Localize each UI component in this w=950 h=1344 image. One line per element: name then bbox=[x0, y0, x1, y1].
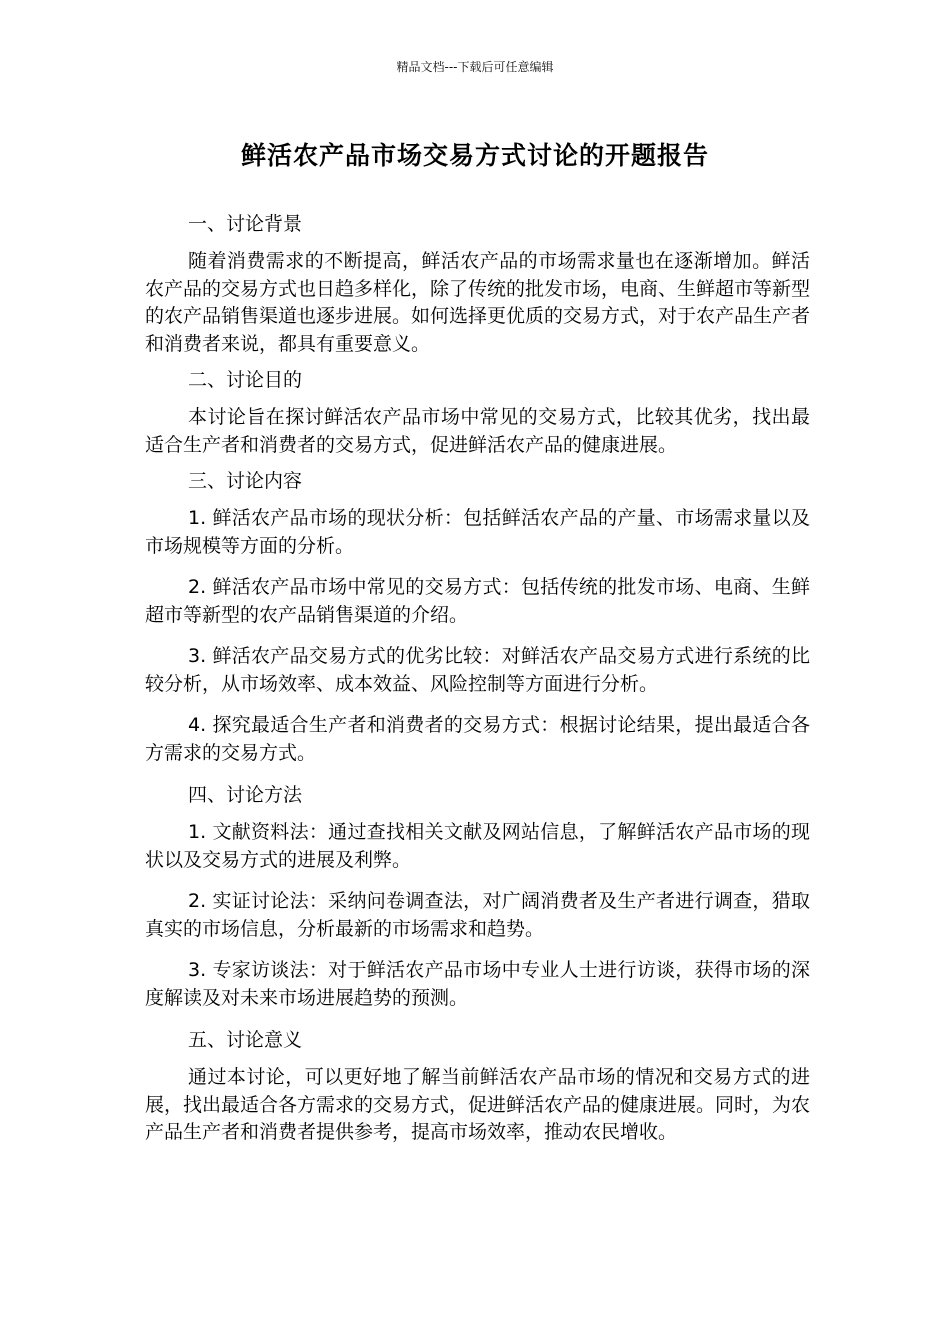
section-background bbox=[145, 210, 810, 358]
page-header-watermark: 精品文档---下载后可任意编辑 bbox=[396, 60, 554, 74]
section-heading: 五、讨论意义 bbox=[188, 1029, 303, 1051]
section-heading: 四、讨论方法 bbox=[188, 784, 303, 806]
section-content bbox=[145, 467, 810, 767]
section-heading: 二、讨论目的 bbox=[188, 369, 303, 391]
section-purpose bbox=[145, 366, 810, 459]
list-item: 2. 鲜活农产品市场中常见的交易方式：包括传统的批发市场、电商、生鲜超市等新型的农产品销售渠道的介绍。 bbox=[145, 576, 810, 626]
list-item: 2. 实证讨论法：采纳问卷调查法，对广阔消费者及生产者进行调查，猎取真实的市场信息，分析最新的市场需求和趋势。 bbox=[145, 890, 810, 940]
section-method bbox=[145, 781, 810, 1012]
paragraph: 通过本讨论，可以更好地了解当前鲜活农产品市场的情况和交易方式的进展，找出最适合各方需求的交易方式，促进鲜活农产品的健康进展。同时，为农产品生产者和消费者提供参考，提高市场效率，推动农民增收。 bbox=[145, 1066, 811, 1143]
list-item: 4. 探究最适合生产者和消费者的交易方式：根据讨论结果，提出最适合各方需求的交易方式。 bbox=[145, 714, 810, 764]
section-heading: 三、讨论内容 bbox=[188, 470, 303, 492]
list-item: 3. 专家访谈法：对于鲜活农产品市场中专业人士进行访谈，获得市场的深度解读及对未来市场进展趋势的预测。 bbox=[145, 959, 810, 1009]
paragraph: 本讨论旨在探讨鲜活农产品市场中常见的交易方式，比较其优劣，找出最适合生产者和消费者的交易方式，促进鲜活农产品的健康进展。 bbox=[145, 406, 810, 456]
document-body bbox=[145, 210, 810, 1155]
list-item: 3. 鲜活农产品交易方式的优劣比较：对鲜活农产品交易方式进行系统的比较分析，从市场效率、成本效益、风险控制等方面进行分析。 bbox=[145, 645, 810, 695]
section-significance bbox=[145, 1026, 810, 1147]
list-item: 1. 鲜活农产品市场的现状分析：包括鲜活农产品的产量、市场需求量以及市场规模等方面的分析。 bbox=[145, 507, 810, 557]
document-title: 鲜活农产品市场交易方式讨论的开题报告 bbox=[240, 141, 709, 170]
section-heading: 一、讨论背景 bbox=[188, 213, 303, 235]
list-item: 1. 文献资料法：通过查找相关文献及网站信息，了解鲜活农产品市场的现状以及交易方式的进展及利弊。 bbox=[145, 821, 810, 871]
paragraph: 随着消费需求的不断提高，鲜活农产品的市场需求量也在逐渐增加。鲜活农产品的交易方式也日趋多样化，除了传统的批发市场，电商、生鲜超市等新型的农产品销售渠道也逐步进展。如何选择更优质的交易方式，对于农产品生产者和消费者来说，都具有重要意义。 bbox=[145, 250, 811, 355]
